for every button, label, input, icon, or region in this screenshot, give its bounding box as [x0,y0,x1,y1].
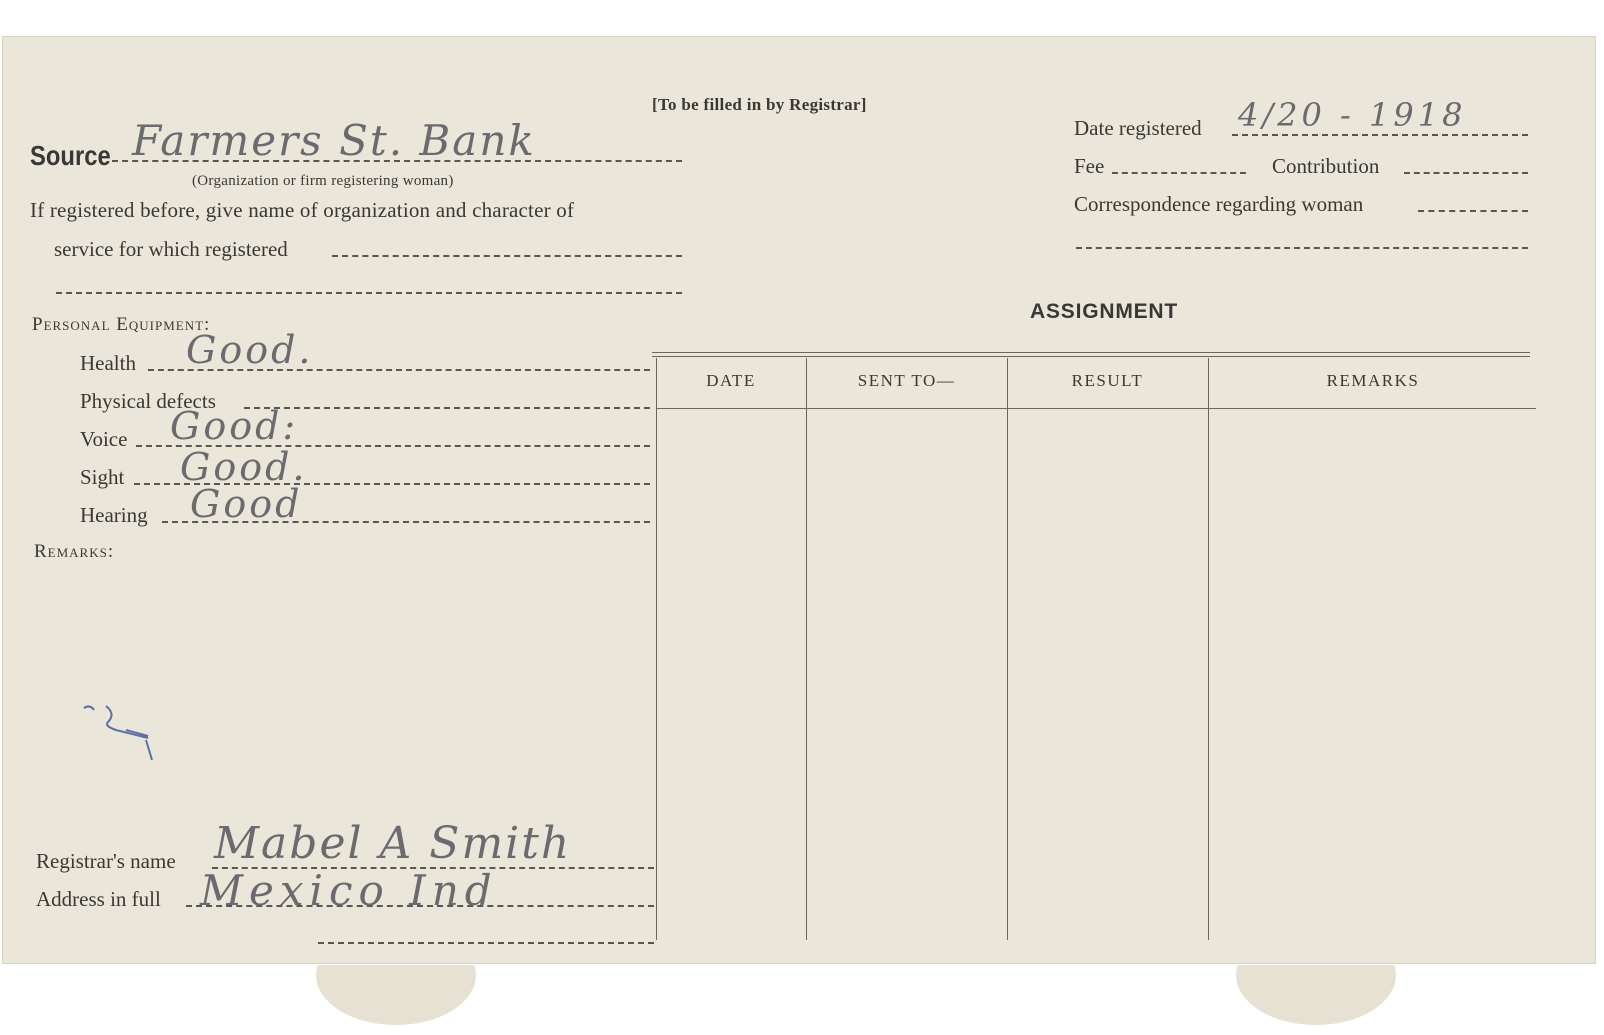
address-value[interactable]: Mexico Ind [200,866,498,915]
voice-label: Voice [80,427,128,451]
prior-registration-line-2 [56,292,682,294]
assignment-title: ASSIGNMENT [1030,300,1179,323]
table-top-rule-2 [652,356,1530,357]
source-label: Source [30,140,111,171]
table-col-divider-0 [656,358,657,940]
correspondence-label: Correspondence regarding woman [1074,192,1364,216]
contribution-label: Contribution [1272,154,1380,178]
correspondence-line-2 [1076,247,1528,249]
col-header-sent-to: SENT TO— [857,371,956,390]
col-header-remarks: REMARKS [1326,371,1420,390]
table-top-rule [652,352,1530,353]
registrar-name-value[interactable]: Mabel A Smith [214,818,572,869]
table-header-rule [656,408,1536,409]
address-label: Address in full [36,887,161,911]
col-header-date: DATE [706,371,756,390]
source-value[interactable]: Farmers St. Bank [132,116,536,165]
table-col-divider-1 [806,358,807,940]
col-header-result: RESULT [1071,371,1144,390]
date-registered-value[interactable]: 4/20 - 1918 [1238,96,1467,134]
prior-registration-line [332,255,682,257]
table-col-divider-2 [1007,358,1008,940]
source-caption: (Organization or firm registering woman) [192,173,454,189]
voice-value[interactable]: Good: [170,404,299,448]
health-label: Health [80,351,136,375]
remarks-heading: Remarks: [34,541,115,562]
fee-label: Fee [1074,154,1105,178]
sight-label: Sight [80,465,125,489]
date-registered-label: Date registered [1074,116,1202,140]
registrar-name-label: Registrar's name [36,849,176,873]
registrar-note: [To be filled in by Registrar] [652,95,867,114]
hearing-value[interactable]: Good [190,482,303,526]
date-registered-line [1232,134,1528,136]
fee-line [1112,172,1246,174]
physical-defects-line [244,407,650,409]
prior-registration-line1: If registered before, give name of organization and character of [30,198,575,222]
personal-equipment-heading: Personal Equipment: [32,314,211,335]
prior-registration-line2: service for which registered [54,237,288,261]
address-line-2 [318,942,654,944]
blue-pencil-mark-icon [76,700,186,780]
hearing-label: Hearing [80,503,148,527]
physical-defects-label: Physical defects [80,389,216,413]
health-value[interactable]: Good. [186,328,314,372]
table-col-divider-3 [1208,358,1209,940]
correspondence-line [1418,210,1528,212]
sight-value[interactable]: Good. [180,445,308,489]
contribution-line [1404,172,1528,174]
